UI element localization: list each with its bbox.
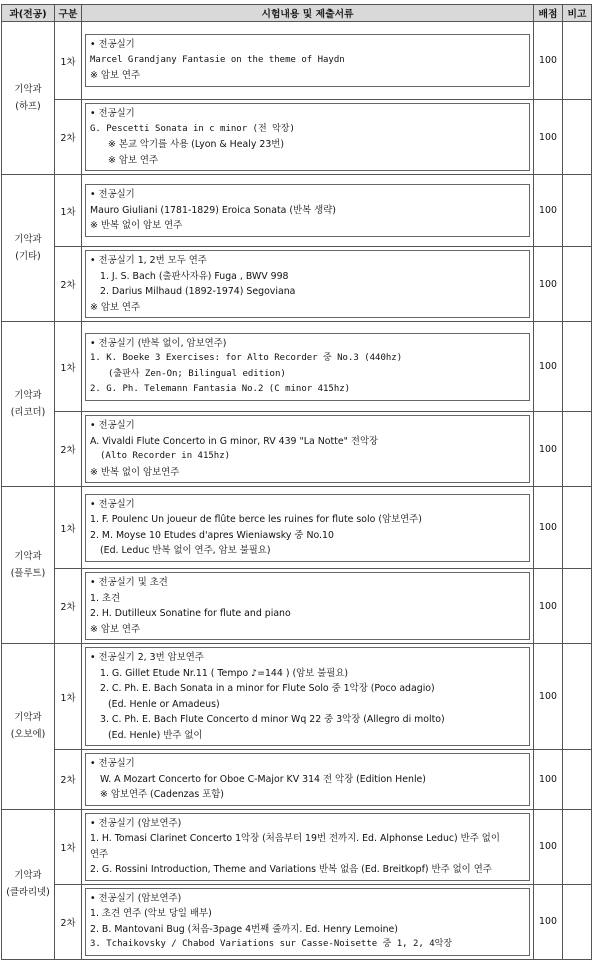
content-line: • 전공실기 [90, 498, 135, 510]
note-cell [563, 22, 592, 100]
round-cell: 1차 [55, 487, 82, 569]
content-line: (Ed. Leduc 반복 없이 연주, 암보 불필요) [100, 545, 271, 556]
score-cell: 100 [534, 487, 563, 569]
content-line: • 전공실기 [90, 420, 135, 431]
content-line: 2. H. Dutilleux Sonatine for flute and piano [90, 608, 291, 619]
exam-table [1, 4, 592, 960]
note-cell [563, 100, 592, 175]
content-line: ※ 암보 연주 [108, 154, 159, 166]
content-box [85, 34, 530, 87]
content-line: G. Pescetti Sonata in c minor (전 악장) [90, 123, 295, 134]
note-cell [563, 809, 592, 884]
content-cell [82, 22, 534, 100]
content-cell [82, 322, 534, 412]
content-box [85, 494, 530, 562]
dept-cell [2, 644, 55, 810]
score-cell: 100 [534, 175, 563, 247]
round-cell: 2차 [55, 247, 82, 322]
header-score: 배점 [534, 5, 563, 22]
content-line: A. Vivaldi Flute Concerto in G minor, RV 439 "La Notte" 전악장 [90, 435, 379, 447]
content-cell [82, 247, 534, 322]
content-line: 1. H. Tomasi Clarinet Concerto 1악장 (처음부터 19번 전까지. Ed. Alphonse Leduc) 반주 없이 [90, 833, 500, 844]
score-cell: 100 [534, 809, 563, 884]
dept-cell [2, 809, 55, 959]
score-cell: 100 [534, 884, 563, 959]
content-line: • 전공실기 [90, 758, 135, 769]
table-row [2, 322, 592, 412]
content-box [85, 415, 530, 483]
content-box [85, 647, 530, 746]
dept-label: (오보에) [10, 729, 46, 741]
note-cell [563, 487, 592, 569]
table-row [2, 884, 592, 959]
content-cell [82, 809, 534, 884]
content-line: • 전공실기 (암보연주) [90, 892, 182, 904]
score-cell: 100 [534, 22, 563, 100]
dept-label: 기악과 [14, 84, 42, 95]
content-line: 1. J. S. Bach (출판사자유) Fuga , BWV 998 [100, 270, 289, 282]
content-cell [82, 100, 534, 175]
content-cell [82, 412, 534, 487]
content-line: Mauro Giuliani (1781-1829) Eroica Sonata (반복 생략) [90, 204, 336, 216]
content-line: • 전공실기 [90, 189, 135, 201]
content-line: ※ 반복 없이 암보연주 [90, 466, 180, 478]
content-line: 1. G. Gillet Etude Nr.11 ( Tempo ♪=144 ) (암보 불필요) [100, 667, 349, 679]
dept-cell [2, 487, 55, 644]
dept-label: 기악과 [14, 390, 42, 401]
content-line: • 전공실기 1, 2번 모두 연주 [90, 255, 207, 266]
round-cell: 2차 [55, 569, 82, 644]
content-cell [82, 750, 534, 810]
table-row [2, 247, 592, 322]
content-line: 1. F. Poulenc Un joueur de flûte berce les ruines for flute solo (암보연주) [90, 514, 422, 525]
table-row [2, 644, 592, 750]
content-line: • 전공실기 2, 3번 암보연주 [90, 652, 204, 663]
content-line: (출판사 Zen-On; Bilingual edition) [108, 368, 286, 379]
header-note: 비고 [563, 5, 592, 22]
content-line: 1. 초견 연주 (악보 당일 배부) [90, 908, 212, 919]
round-cell: 1차 [55, 175, 82, 247]
content-line: 1. K. Boeke 3 Exercises: for Alto Recorder 중 No.3 (440hz) [90, 353, 403, 363]
content-line: 3. C. Ph. E. Bach Flute Concerto d minor Wq 22 중 3악장 (Allegro di molto) [100, 714, 445, 725]
dept-label: (하프) [15, 101, 41, 112]
content-line: • 전공실기 [90, 108, 135, 119]
table-row [2, 487, 592, 569]
content-box [85, 813, 530, 881]
content-line: 2. B. Mantovani Bug (처음-3page 4번째 줄까지. Ed. Henry Lemoine) [90, 923, 398, 935]
score-cell: 100 [534, 569, 563, 644]
dept-cell [2, 175, 55, 322]
dept-label: (기타) [15, 251, 41, 262]
content-line: (Ed. Henle) 반주 없이 [108, 729, 203, 741]
table-row [2, 809, 592, 884]
content-line: ※ 본교 악기를 사용 (Lyon & Healy 23번) [108, 139, 285, 150]
note-cell [563, 644, 592, 750]
score-cell: 100 [534, 322, 563, 412]
content-line: 3. Tchaikovsky / Chabod Variations sur Casse-Noisette 중 1, 2, 4악장 [90, 939, 453, 949]
content-line: 2. Darius Milhaud (1892-1974) Segoviana [100, 286, 296, 297]
round-cell: 2차 [55, 884, 82, 959]
exam-body [2, 22, 592, 960]
content-line: ※ 반복 없이 암보 연주 [90, 220, 183, 232]
content-box [85, 753, 530, 806]
content-line: 2. M. Moyse 10 Etudes d'apres Wieniawsky 중 No.10 [90, 529, 334, 541]
table-row [2, 412, 592, 487]
dept-label: 기악과 [14, 712, 42, 724]
content-cell [82, 644, 534, 750]
note-cell [563, 412, 592, 487]
round-cell: 1차 [55, 322, 82, 412]
note-cell [563, 750, 592, 810]
score-cell: 100 [534, 750, 563, 810]
dept-label: (클라리넷) [6, 887, 50, 898]
content-line: 2. C. Ph. E. Bach Sonata in a minor for Flute Solo 중 1악장 (Poco adagio) [100, 683, 435, 694]
content-box [85, 103, 530, 171]
content-line: ※ 암보 연주 [90, 301, 141, 313]
content-line: 1. 초견 [90, 592, 121, 604]
table-row [2, 569, 592, 644]
note-cell [563, 569, 592, 644]
note-cell [563, 247, 592, 322]
table-row [2, 100, 592, 175]
header-dept: 과(전공) [2, 5, 55, 22]
content-cell [82, 569, 534, 644]
note-cell [563, 884, 592, 959]
header-row [2, 5, 592, 22]
round-cell: 2차 [55, 100, 82, 175]
score-cell: 100 [534, 247, 563, 322]
content-cell [82, 487, 534, 569]
dept-label: (플루트) [10, 568, 46, 579]
dept-label: 기악과 [14, 870, 42, 881]
round-cell: 2차 [55, 412, 82, 487]
content-box [85, 572, 530, 640]
content-line: 2. G. Ph. Telemann Fantasia No.2 (C minor 415hz) [90, 384, 351, 394]
content-line: Marcel Grandjany Fantasie on the theme of Haydn [90, 54, 345, 65]
score-cell: 100 [534, 644, 563, 750]
table-row [2, 22, 592, 100]
dept-label: 기악과 [14, 234, 42, 245]
content-line: ※ 암보 연주 [90, 623, 141, 635]
content-line: (Alto Recorder in 415hz) [100, 451, 231, 461]
content-line: ※ 암보 연주 [90, 70, 141, 82]
table-row [2, 175, 592, 247]
header-content: 시험내용 및 제출서류 [82, 5, 534, 22]
content-box [85, 250, 530, 318]
content-line: • 전공실기 (암보연주) [90, 817, 182, 829]
note-cell [563, 322, 592, 412]
content-line: • 전공실기 [90, 39, 135, 51]
dept-label: 기악과 [14, 551, 42, 562]
content-line: • 전공실기 및 초견 [90, 577, 168, 588]
dept-cell [2, 22, 55, 175]
content-line: ※ 암보연주 (Cadenzas 포함) [100, 789, 224, 800]
content-box [85, 184, 530, 237]
round-cell: 1차 [55, 644, 82, 750]
content-line: (Ed. Henle or Amadeus) [108, 698, 220, 710]
table-row [2, 750, 592, 810]
round-cell: 1차 [55, 809, 82, 884]
content-line: 연주 [90, 848, 109, 860]
round-cell: 1차 [55, 22, 82, 100]
score-cell: 100 [534, 412, 563, 487]
dept-cell [2, 322, 55, 487]
content-line: W. A Mozart Concerto for Oboe C-Major KV 314 전 악장 (Edition Henle) [100, 773, 426, 785]
content-line: • 전공실기 (반복 없이, 암보연주) [90, 337, 227, 349]
dept-label: (리코더) [10, 407, 46, 418]
header-round: 구분 [55, 5, 82, 22]
content-line: 2. G. Rossini Introduction, Theme and Variations 반복 없음 (Ed. Breitkopf) 반주 없이 연주 [90, 864, 492, 875]
content-cell [82, 175, 534, 247]
note-cell [563, 175, 592, 247]
content-box [85, 333, 530, 401]
round-cell: 2차 [55, 750, 82, 810]
score-cell: 100 [534, 100, 563, 175]
content-cell [82, 884, 534, 959]
